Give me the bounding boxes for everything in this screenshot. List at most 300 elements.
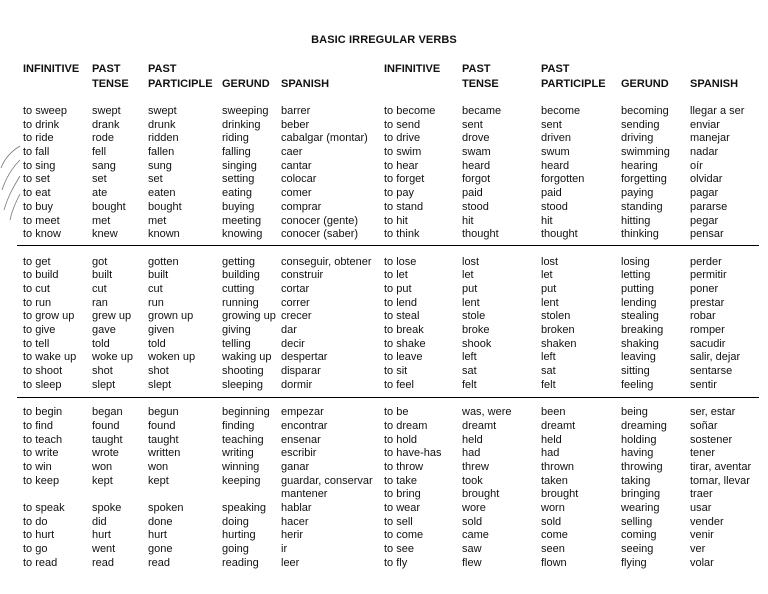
table-cell: encontrar (281, 419, 328, 432)
table-cell: worn (541, 501, 565, 514)
table-cell: prestar (690, 296, 725, 309)
table-cell: to sleep (23, 378, 62, 391)
column-gerund-left (222, 105, 276, 570)
table-cell: wrote (92, 447, 119, 460)
column-spanish-right (690, 105, 751, 570)
table-cell: shot (148, 365, 169, 378)
table-cell: decir (281, 337, 305, 350)
table-cell: to get (23, 255, 51, 268)
group-divider-2 (17, 397, 759, 398)
table-cell: to buy (23, 200, 53, 213)
table-cell: set (148, 173, 163, 186)
table-cell: tomar, llevar (690, 474, 750, 487)
table-cell: to come (384, 529, 424, 542)
table-cell: flying (621, 556, 647, 569)
table-cell: became (462, 105, 502, 117)
table-cell: beber (281, 118, 310, 131)
table-cell: doing (222, 515, 249, 528)
table-cell: paid (541, 187, 562, 200)
table-cell: given (148, 324, 175, 336)
table-cell: to be (384, 406, 409, 419)
table-cell: ir (281, 543, 288, 555)
column-spanish-left (281, 105, 373, 570)
table-cell: thought (462, 228, 499, 241)
table-cell: knowing (222, 228, 263, 241)
table-cell: to wear (384, 501, 421, 514)
table-cell: leaving (621, 351, 656, 364)
header-infinitive-left: INFINITIVE (23, 63, 80, 75)
table-cell: having (621, 447, 654, 460)
table-cell: to teach (23, 433, 63, 446)
table-cell: traer (690, 488, 713, 501)
table-cell (222, 488, 276, 502)
table-cell: driven (541, 132, 571, 145)
table-cell (384, 242, 441, 256)
table-cell: began (92, 406, 123, 419)
table-cell: to break (384, 324, 424, 336)
table-cell: leer (281, 556, 300, 569)
table-cell: become (541, 105, 581, 117)
table-cell: spoken (148, 501, 184, 514)
table-cell (23, 242, 76, 256)
table-cell: to bring (384, 488, 421, 501)
table-cell: driving (621, 132, 654, 145)
table-cell: to ride (23, 132, 54, 145)
table-cell: becoming (621, 105, 669, 117)
table-cell: got (92, 255, 108, 268)
table-cell: to give (23, 324, 56, 336)
table-cell: met (148, 214, 167, 227)
table-cell: conocer (saber) (281, 228, 359, 241)
table-cell: poner (690, 282, 719, 295)
table-cell: told (148, 337, 166, 350)
column-infinitive-right (384, 105, 441, 570)
table-cell: to sing (23, 159, 56, 172)
table-cell: to know (23, 228, 61, 241)
table-cell: to read (23, 556, 58, 569)
table-cell: gone (148, 543, 173, 555)
table-cell: to swim (384, 146, 422, 159)
table-cell: thrown (541, 460, 575, 473)
table-cell (222, 242, 276, 256)
table-cell: did (92, 515, 107, 528)
table-cell: usar (690, 501, 712, 514)
table-cell: to win (23, 460, 52, 473)
header-infinitive-right: INFINITIVE (384, 63, 441, 75)
table-cell: was, were (462, 406, 512, 419)
table-cell (222, 392, 276, 406)
table-cell: swept (92, 105, 121, 117)
table-cell: to wake up (23, 351, 77, 364)
table-cell: to meet (23, 214, 60, 227)
header-gerund-left: GERUND (222, 78, 270, 90)
table-cell: grew up (92, 310, 132, 323)
table-cell (23, 392, 76, 406)
table-cell: sleeping (222, 378, 263, 391)
table-cell: sent (541, 118, 562, 131)
table-cell: buying (222, 200, 255, 213)
table-cell: found (92, 419, 120, 432)
table-cell: stolen (541, 310, 571, 323)
table-cell: sending (621, 118, 660, 131)
table-cell: woke up (92, 351, 133, 364)
header-past-participle-left: PAST PARTICIPLE (148, 63, 213, 90)
table-cell: had (541, 447, 560, 460)
table-cell: felt (541, 378, 556, 391)
table-cell: hit (462, 214, 474, 227)
table-cell: shooting (222, 365, 264, 378)
table-cell: to fly (384, 556, 408, 569)
table-cell: telling (222, 337, 251, 350)
table-cell: perder (690, 255, 722, 268)
table-cell: built (92, 269, 113, 282)
table-cell (541, 242, 584, 256)
table-cell: building (222, 269, 260, 282)
table-cell: letting (621, 269, 651, 282)
table-cell: slept (148, 378, 172, 391)
table-cell: getting (222, 255, 256, 268)
table-cell: manejar (690, 132, 730, 145)
table-cell: feeling (621, 378, 654, 391)
table-cell: to stand (384, 200, 424, 213)
table-cell: sat (541, 365, 556, 378)
table-cell: to hit (384, 214, 408, 227)
table-cell (23, 488, 76, 502)
table-cell: hit (541, 214, 553, 227)
table-cell: eating (222, 187, 252, 200)
table-cell: pensar (690, 228, 724, 241)
table-cell (148, 488, 195, 502)
table-cell (281, 392, 373, 406)
table-cell (148, 242, 195, 256)
header-past-tense-right: PAST TENSE (462, 63, 499, 90)
table-cell: to do (23, 515, 48, 528)
table-cell: saw (462, 543, 482, 555)
table-cell: run (148, 296, 164, 309)
table-cell: fallen (148, 146, 175, 159)
table-cell: shaken (541, 337, 577, 350)
table-cell: put (462, 282, 478, 295)
table-cell: ser, estar (690, 406, 736, 419)
table-cell: to shoot (23, 365, 63, 378)
table-cell: llegar a ser (690, 105, 745, 117)
table-cell: shaking (621, 337, 659, 350)
table-cell: caer (281, 146, 303, 159)
table-cell: forgotten (541, 173, 585, 186)
table-cell: drove (462, 132, 490, 145)
table-cell: giving (222, 324, 251, 336)
table-cell: to think (384, 228, 420, 241)
table-cell: falling (222, 146, 251, 159)
table-cell: cutting (222, 282, 255, 295)
table-cell: heard (462, 159, 491, 172)
table-cell: lost (541, 255, 559, 268)
table-cell: hitting (621, 214, 651, 227)
table-cell: grown up (148, 310, 194, 323)
table-cell: pegar (690, 214, 719, 227)
table-cell: read (148, 556, 171, 569)
table-cell: taken (541, 474, 568, 487)
table-cell: volar (690, 556, 714, 569)
table-cell: venir (690, 529, 714, 542)
table-cell: brought (541, 488, 579, 501)
table-cell: gotten (148, 255, 179, 268)
table-cell: spoke (92, 501, 122, 514)
table-cell: meeting (222, 214, 262, 227)
table-cell: selling (621, 515, 653, 528)
table-cell: took (462, 474, 483, 487)
table-cell: thought (541, 228, 578, 241)
table-cell: to run (23, 296, 52, 309)
table-cell: to tell (23, 337, 50, 350)
table-cell: begun (148, 406, 179, 419)
table-cell: flown (541, 556, 567, 569)
table-cell: conseguir, obtener (281, 255, 372, 268)
table-cell: mantener (281, 488, 328, 501)
table-cell: met (92, 214, 111, 227)
table-cell: to steal (384, 310, 420, 323)
table-cell: writing (222, 447, 254, 460)
table-cell: sweeping (222, 105, 269, 117)
table-cell: slept (92, 378, 116, 391)
table-cell: done (148, 515, 173, 528)
table-cell: keeping (222, 474, 261, 487)
table-cell: to grow up (23, 310, 75, 323)
table-cell: went (92, 543, 116, 555)
table-cell: told (92, 337, 110, 350)
table-cell: empezar (281, 406, 324, 419)
table-cell: came (462, 529, 489, 542)
table-cell: conocer (gente) (281, 214, 359, 227)
table-cell: olvidar (690, 173, 723, 186)
table-cell: dreaming (621, 419, 667, 432)
table-cell: seen (541, 543, 565, 555)
table-cell: robar (690, 310, 716, 323)
table-cell: found (148, 419, 176, 432)
page-title: BASIC IRREGULAR VERBS (311, 34, 457, 46)
table-cell: escribir (281, 447, 317, 460)
table-cell: sent (462, 118, 483, 131)
column-past-participle-left (148, 105, 195, 570)
table-cell: coming (621, 529, 657, 542)
table-cell: to drive (384, 132, 421, 145)
table-cell: hurt (92, 529, 111, 542)
table-cell: permitir (690, 269, 727, 282)
table-cell: broken (541, 324, 575, 336)
table-cell: had (462, 447, 481, 460)
table-cell: cut (148, 282, 163, 295)
table-cell: ridden (148, 132, 179, 145)
table-cell: to shake (384, 337, 426, 350)
table-cell: seeing (621, 543, 654, 555)
table-cell: lent (462, 296, 480, 309)
table-cell: taught (92, 433, 123, 446)
table-cell: sang (92, 159, 116, 172)
table-cell: to sit (384, 365, 408, 378)
table-cell (621, 392, 670, 406)
table-cell: let (541, 269, 553, 282)
column-past-tense-right (462, 105, 512, 570)
table-cell: ensenar (281, 433, 321, 446)
table-cell: hablar (281, 501, 312, 514)
table-cell: pagar (690, 187, 719, 200)
table-cell (148, 392, 195, 406)
table-cell: sentir (690, 378, 717, 391)
table-cell: stole (462, 310, 486, 323)
table-cell (690, 392, 751, 406)
table-cell: cantar (281, 159, 312, 172)
table-cell: barrer (281, 105, 311, 117)
table-cell: hurt (148, 529, 167, 542)
table-cell: putting (621, 282, 655, 295)
table-cell: broke (462, 324, 490, 336)
table-cell: ganar (281, 460, 310, 473)
table-cell: left (541, 351, 556, 364)
column-gerund-right (621, 105, 670, 570)
table-cell: vender (690, 515, 724, 528)
header-past-participle-right: PAST PARTICIPLE (541, 63, 606, 90)
table-cell: heard (541, 159, 570, 172)
table-cell: fell (92, 146, 107, 159)
table-cell: being (621, 406, 648, 419)
table-cell: to feel (384, 378, 414, 391)
table-cell: to fall (23, 146, 50, 159)
table-cell: construir (281, 269, 324, 282)
table-cell: breaking (621, 324, 664, 336)
table-cell: come (541, 529, 568, 542)
table-cell: comer (281, 187, 312, 200)
table-cell: hearing (621, 159, 658, 172)
table-cell: sold (541, 515, 562, 528)
table-cell: to sweep (23, 105, 68, 117)
table-cell (541, 392, 584, 406)
table-cell: tener (690, 447, 716, 460)
table-cell: won (148, 460, 169, 473)
table-cell: to keep (23, 474, 60, 487)
table-cell: swam (462, 146, 491, 159)
table-cell: written (148, 447, 181, 460)
table-cell: lending (621, 296, 657, 309)
table-cell: to find (23, 419, 53, 432)
table-cell: to cut (23, 282, 50, 295)
header-past-tense-left: PAST TENSE (92, 63, 129, 90)
table-cell: shook (462, 337, 492, 350)
table-cell: hurting (222, 529, 256, 542)
table-cell: standing (621, 200, 663, 213)
table-cell: put (541, 282, 557, 295)
table-cell: built (148, 269, 169, 282)
table-cell: oír (690, 159, 703, 172)
table-cell: eaten (148, 187, 176, 200)
table-cell: rode (92, 132, 115, 145)
table-cell: paid (462, 187, 483, 200)
table-cell: taking (621, 474, 651, 487)
table-cell: finding (222, 419, 255, 432)
table-cell: won (92, 460, 113, 473)
header-spanish-right: SPANISH (690, 78, 739, 90)
table-cell (621, 242, 670, 256)
table-cell: pararse (690, 200, 728, 213)
table-cell: to write (23, 447, 59, 460)
table-cell: reading (222, 556, 259, 569)
table-cell: sacudir (690, 337, 726, 350)
table-cell (92, 392, 133, 406)
table-cell: ate (92, 187, 108, 200)
table-cell: left (462, 351, 477, 364)
table-cell: to see (384, 543, 414, 555)
table-cell (92, 488, 133, 502)
table-cell: to let (384, 269, 408, 282)
table-cell: sitting (621, 365, 650, 378)
table-cell: to hold (384, 433, 418, 446)
table-cell: cortar (281, 282, 310, 295)
table-cell: drank (92, 118, 120, 131)
table-cell: been (541, 406, 566, 419)
table-cell: enviar (690, 118, 720, 131)
table-cell: kept (148, 474, 169, 487)
table-cell: setting (222, 173, 255, 186)
column-infinitive-left (23, 105, 76, 570)
table-cell: to begin (23, 406, 63, 419)
table-cell: forgetting (621, 173, 667, 186)
table-cell: cabalgar (montar) (281, 132, 368, 145)
table-cell: to take (384, 474, 418, 487)
table-cell: read (92, 556, 115, 569)
table-cell: sold (462, 515, 483, 528)
table-cell: paying (621, 187, 654, 200)
table-cell: drinking (222, 118, 261, 131)
table-cell: to drink (23, 118, 60, 131)
table-cell: to pay (384, 187, 414, 200)
table-cell: taught (148, 433, 179, 446)
table-cell: throwing (621, 460, 663, 473)
table-cell: shot (92, 365, 113, 378)
table-cell: disparar (281, 365, 321, 378)
table-cell: to put (384, 282, 412, 295)
table-cell: to lend (384, 296, 418, 309)
table-cell: stealing (621, 310, 659, 323)
table-cell: herir (281, 529, 304, 542)
table-cell: correr (281, 296, 310, 309)
table-cell: wore (462, 501, 486, 514)
table-cell: dreamt (462, 419, 497, 432)
table-cell: to send (384, 118, 421, 131)
table-cell: forgot (462, 173, 491, 186)
table-cell (92, 242, 133, 256)
table-cell: running (222, 296, 259, 309)
table-cell: to dream (384, 419, 428, 432)
table-cell: sostener (690, 433, 733, 446)
table-cell: threw (462, 460, 489, 473)
table-cell: to speak (23, 501, 65, 514)
table-cell: knew (92, 228, 118, 241)
table-cell: sat (462, 365, 477, 378)
table-cell: lost (462, 255, 480, 268)
table-cell: comprar (281, 200, 322, 213)
table-cell: set (92, 173, 107, 186)
table-cell: speaking (222, 501, 267, 514)
table-cell: tirar, aventar (690, 460, 752, 473)
table-cell: dormir (281, 378, 313, 391)
table-cell: ver (690, 543, 706, 555)
table-cell: colocar (281, 173, 317, 186)
table-cell: crecer (281, 310, 312, 323)
table-cell (281, 242, 373, 256)
table-cell: stood (541, 200, 568, 213)
table-cell: nadar (690, 146, 719, 159)
table-cell: to hear (384, 159, 419, 172)
table-cell: bringing (621, 488, 661, 501)
